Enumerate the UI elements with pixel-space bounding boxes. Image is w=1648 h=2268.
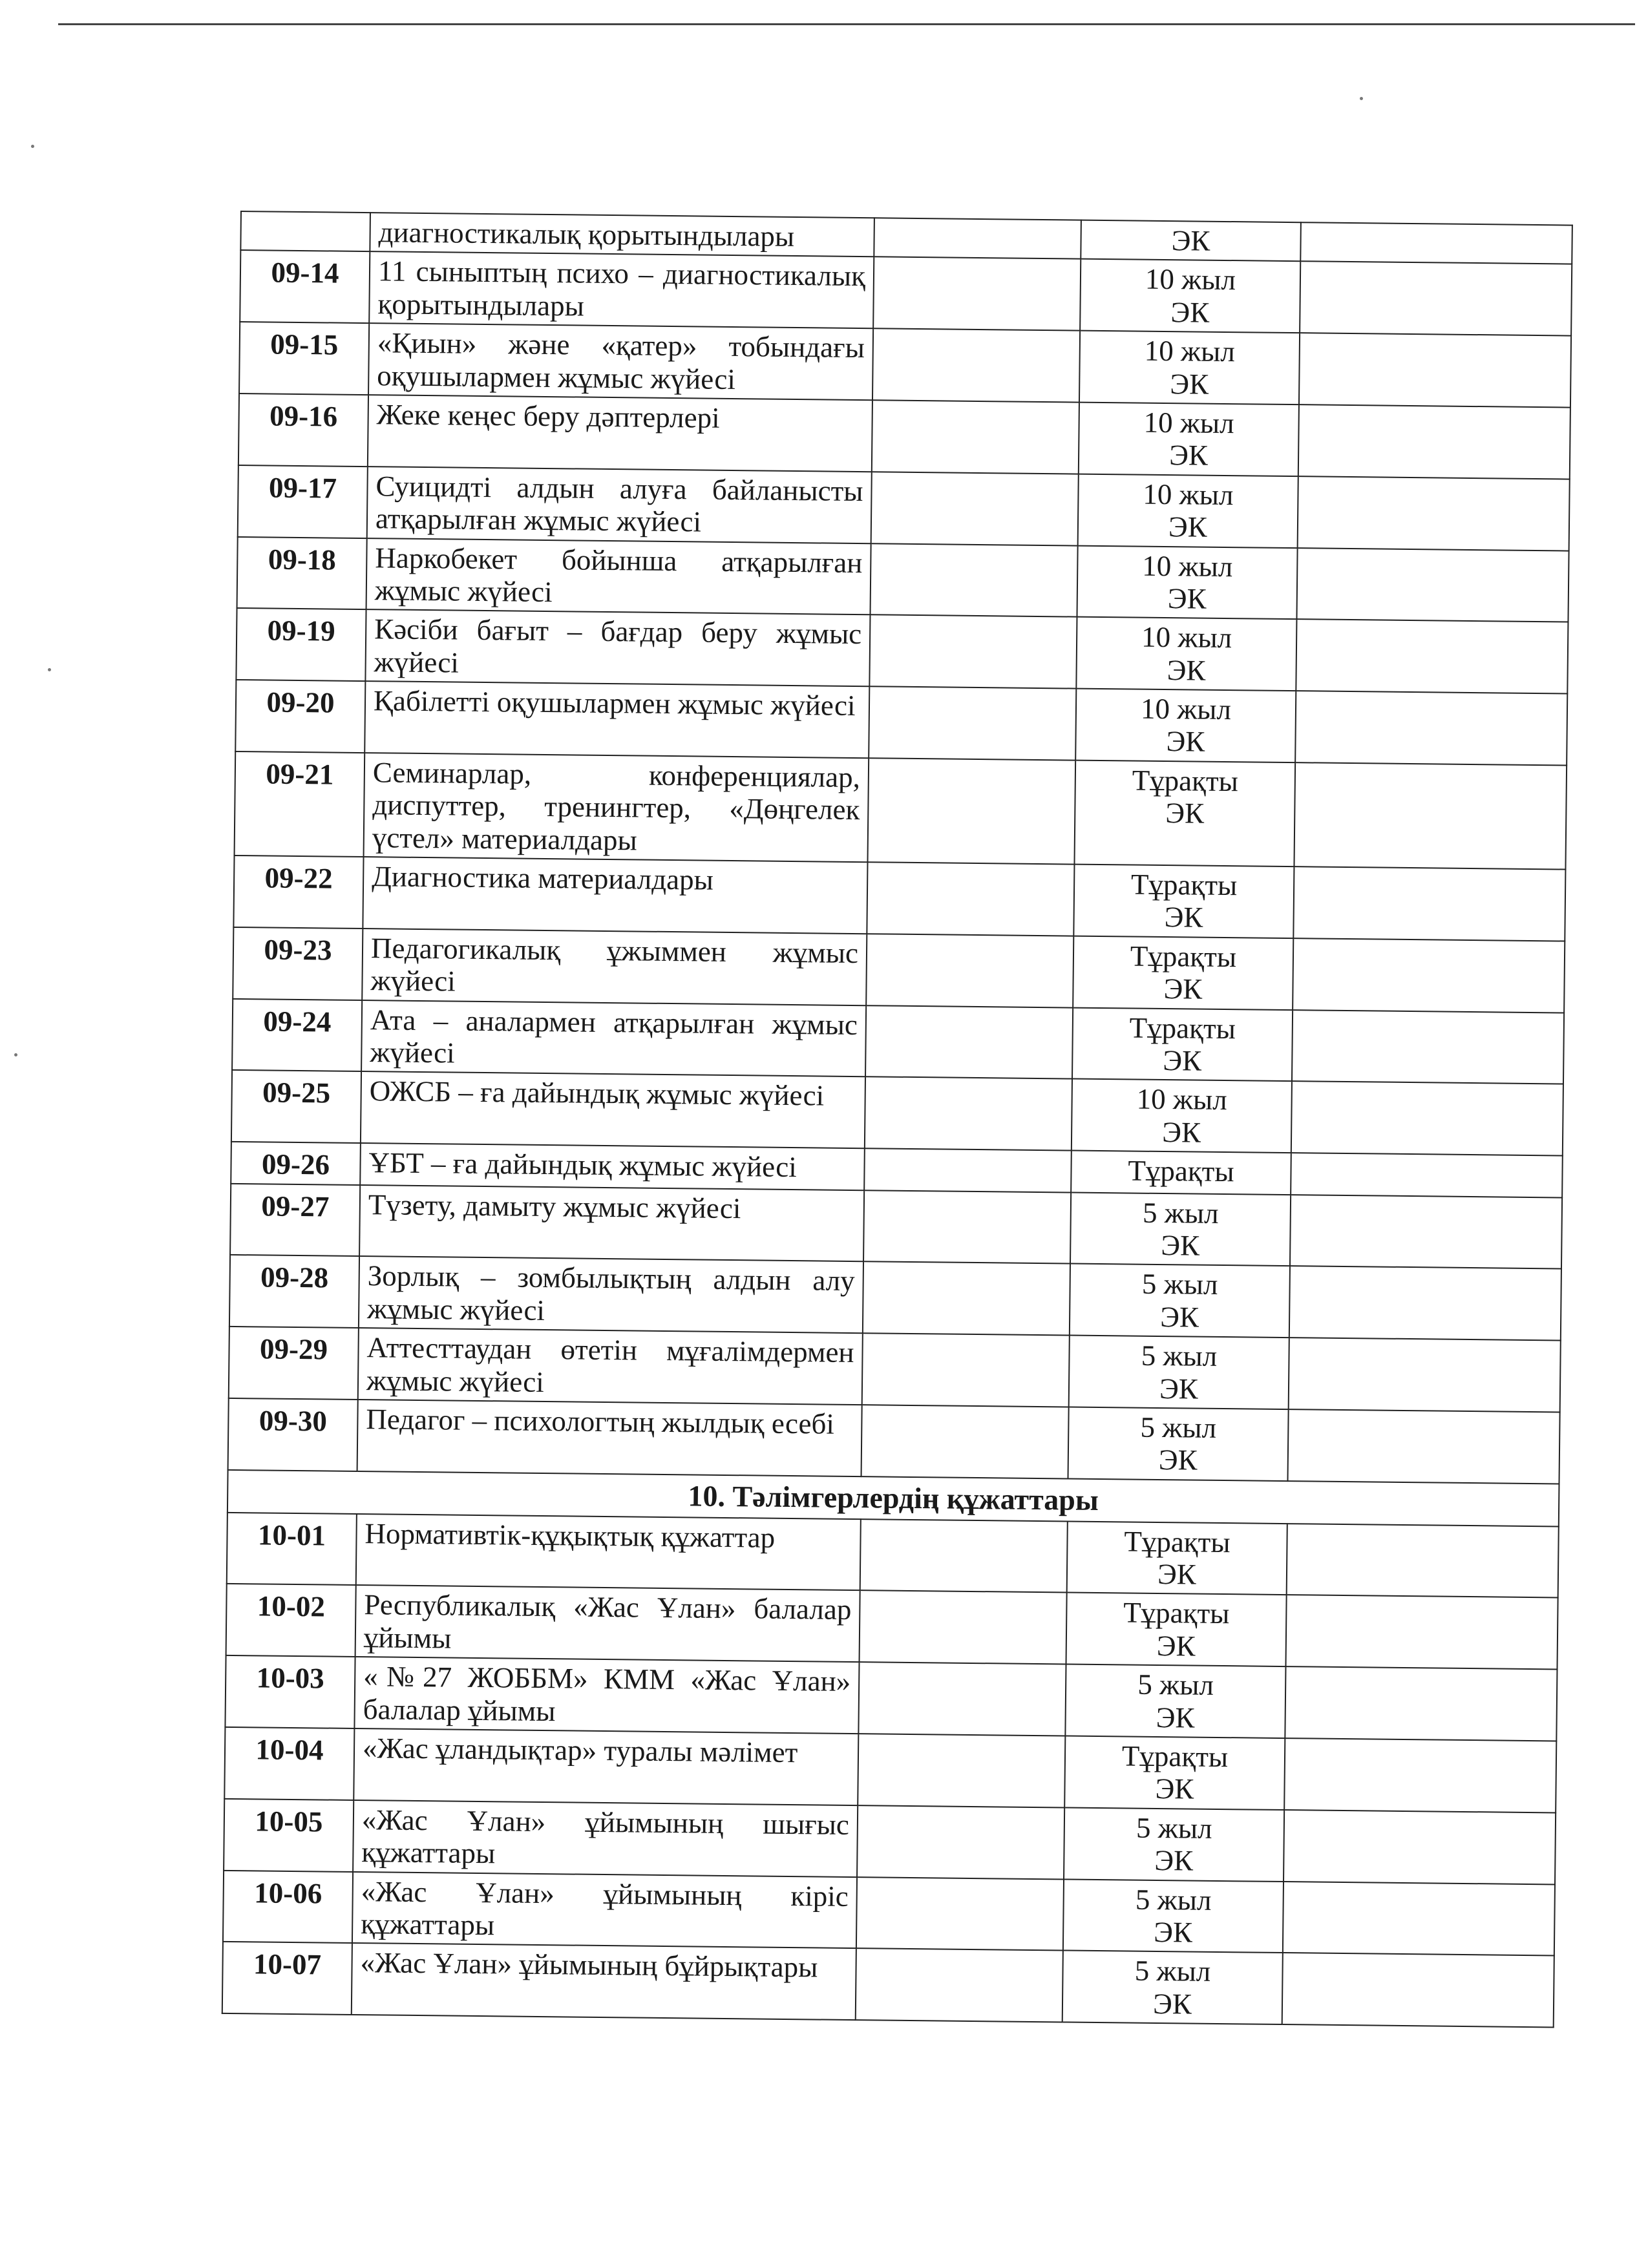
table-row [235, 751, 1567, 870]
row-empty-cell [862, 1333, 1070, 1407]
row-term [1064, 1807, 1284, 1881]
row-notes-cell [1287, 1524, 1559, 1598]
row-title: Қабілетті оқушылармен жұмыс жүйесі [364, 681, 869, 758]
row-term-line2: ЭК [1167, 653, 1206, 687]
row-term-line1: Тұрақты [1124, 1525, 1231, 1559]
row-empty-cell [861, 1405, 1069, 1478]
row-empty-cell [872, 328, 1080, 402]
row-empty-cell [872, 400, 1079, 474]
row-term-line2: ЭК [1165, 797, 1205, 830]
row-term [1079, 331, 1300, 404]
table-row [230, 1183, 1562, 1268]
row-code: 10-07 [222, 1942, 352, 2015]
row-term [1077, 545, 1297, 619]
row-term-line1: 10 жыл [1145, 263, 1236, 297]
row-term [1066, 1593, 1287, 1666]
row-term-line2: ЭК [1154, 1915, 1193, 1949]
row-notes-cell [1283, 1882, 1555, 1956]
table-row [227, 1513, 1559, 1598]
row-notes-cell [1293, 866, 1565, 941]
row-term-line2: ЭК [1162, 1115, 1201, 1149]
row-empty-cell [857, 1805, 1064, 1879]
row-term [1080, 259, 1300, 333]
row-code: 09-25 [231, 1070, 361, 1143]
row-empty-cell [856, 1948, 1063, 2022]
section-title: 10. Тәлімгерлердің құжаттары [227, 1470, 1559, 1527]
row-term [1064, 1736, 1285, 1810]
row-title: Аттесттаудан өтетін мұғалімдермен жұмыс жүйесі [358, 1328, 863, 1405]
row-term-line2: ЭК [1168, 439, 1209, 472]
records-table-body [222, 211, 1572, 2028]
row-term-line1: 10 жыл [1143, 406, 1234, 440]
row-notes-cell [1289, 1266, 1561, 1340]
row-term-line2: ЭК [1158, 1444, 1198, 1476]
row-term [1062, 1951, 1283, 2024]
row-notes-cell [1298, 476, 1570, 551]
row-notes-cell [1300, 262, 1572, 336]
row-code: 09-22 [233, 856, 363, 929]
row-term-line1: Тұрақты [1128, 1154, 1234, 1188]
row-notes-cell [1291, 1153, 1563, 1197]
row-notes-cell [1292, 1010, 1564, 1084]
row-title: Суицидті алдын алуға байланысты атқарылған жұмыс жүйесі [367, 467, 872, 543]
row-term-line1: 5 жыл [1141, 1268, 1218, 1301]
row-term-line1: Тұрақты [1121, 1739, 1229, 1774]
row-term [1072, 1007, 1293, 1081]
row-term-line2: ЭК [1160, 1300, 1199, 1334]
row-term-line1: 5 жыл [1137, 1668, 1214, 1702]
row-term-line2: ЭК [1156, 1701, 1195, 1734]
row-title: «№27 ЖОББМ» КММ «Жас Ұлан» балалар ұйымы [354, 1657, 859, 1734]
row-term-line2: ЭК [1164, 901, 1203, 934]
row-term-line1: 5 жыл [1141, 1339, 1218, 1373]
row-term-line1: 5 жыл [1140, 1411, 1217, 1444]
table-row [235, 680, 1567, 765]
row-term-line2: ЭК [1166, 725, 1205, 759]
row-title: Семинарлар, конференциялар, диспуттер, тренингтер, «Дөңгелек үстел» материалдары [364, 753, 869, 862]
row-term [1075, 689, 1296, 762]
row-title: «Жас Ұлан» ұйымының шығыс құжаттары [353, 1800, 858, 1877]
row-notes-cell [1289, 1338, 1561, 1412]
row-code: 09-20 [235, 680, 365, 753]
table-row [229, 1255, 1561, 1340]
row-code: 09-14 [240, 250, 370, 323]
row-term-line2: ЭК [1168, 510, 1208, 543]
row-empty-cell [858, 1662, 1066, 1736]
row-empty-cell [860, 1519, 1068, 1593]
row-code: 10-01 [227, 1513, 357, 1586]
row-title: «Жас ұландықтар» туралы мәлімет [354, 1728, 858, 1805]
row-notes-cell [1296, 548, 1569, 622]
row-term-line1: 5 жыл [1135, 1883, 1212, 1916]
row-empty-cell [865, 1005, 1073, 1079]
table-row [224, 1727, 1556, 1812]
row-term-line2: ЭК [1154, 1844, 1194, 1877]
row-empty-cell [863, 1190, 1071, 1264]
table-row [223, 1870, 1555, 1955]
row-empty-cell [867, 862, 1074, 936]
row-notes-cell [1299, 333, 1571, 407]
table-row [238, 394, 1570, 479]
row-title: Педагогикалық ұжыммен жұмыс жүйесі [362, 929, 867, 1005]
table-row [222, 1942, 1554, 2027]
row-term-line2: ЭК [1170, 367, 1209, 401]
row-title: Зорлық – зомбылықтың алдын алу жұмыс жүйесі [359, 1256, 863, 1333]
table-row [224, 1799, 1556, 1884]
row-code: 09-26 [231, 1142, 361, 1184]
row-notes-cell [1294, 762, 1567, 870]
row-term-line2: ЭК [1155, 1772, 1194, 1805]
row-term [1065, 1664, 1285, 1738]
row-term-line2: ЭК [1163, 972, 1203, 1005]
row-term [1078, 474, 1298, 547]
row-code: 10-06 [223, 1870, 353, 1943]
row-code: 09-15 [239, 322, 369, 395]
row-notes-cell [1285, 1666, 1557, 1741]
table-row [237, 536, 1569, 622]
row-term [1063, 1879, 1284, 1953]
row-term-line2: ЭК [1167, 582, 1207, 615]
row-term [1072, 1079, 1292, 1153]
row-empty-cell [869, 615, 1077, 689]
row-title: Ата – аналармен атқарылған жұмыс жүйесі [361, 1000, 866, 1077]
row-empty-cell [869, 686, 1076, 760]
row-term [1073, 936, 1293, 1009]
row-notes-cell [1293, 938, 1565, 1013]
row-title: ОЖСБ – ға дайындық жұмыс жүйесі [361, 1071, 865, 1148]
table-row [238, 465, 1570, 551]
row-title: Диагностика материалдары [363, 857, 867, 934]
row-title: «Жас Ұлан» ұйымының кіріс құжаттары [352, 1872, 857, 1949]
row-code [240, 211, 370, 251]
row-term-line2: ЭК [1163, 1044, 1202, 1077]
records-table [222, 211, 1573, 2028]
row-term [1071, 1151, 1291, 1195]
row-empty-cell [871, 543, 1078, 617]
row-title: Кәсіби бағыт – бағдар беру жұмыс жүйесі [365, 609, 870, 686]
table-row [231, 1070, 1563, 1155]
row-title: «Жас Ұлан» ұйымының бұйрықтары [352, 1943, 856, 2020]
row-term-line1: Тұрақты [1130, 868, 1238, 902]
row-empty-cell [866, 934, 1073, 1007]
row-term-line1: 10 жыл [1136, 1082, 1227, 1117]
row-notes-cell [1291, 1081, 1563, 1155]
row-term [1081, 220, 1301, 262]
row-empty-cell [860, 1591, 1067, 1664]
row-term [1076, 617, 1296, 691]
row-term-line2: ЭК [1161, 1228, 1200, 1262]
row-empty-cell [856, 1877, 1064, 1951]
row-title: Педагог – психологтың жылдық есебі [357, 1400, 862, 1476]
row-title: Нормативтік-құқықтық құжаттар [356, 1514, 861, 1591]
table-row [228, 1398, 1560, 1484]
row-empty-cell [864, 1148, 1072, 1192]
row-code: 09-16 [238, 394, 368, 467]
row-code: 09-30 [228, 1398, 358, 1471]
row-notes-cell [1296, 619, 1568, 693]
row-term-line1: 10 жыл [1143, 478, 1234, 511]
table-row [226, 1584, 1558, 1669]
row-empty-cell [874, 218, 1081, 259]
row-code: 09-29 [229, 1327, 359, 1400]
scan-speck [14, 1053, 17, 1056]
row-code: 09-21 [235, 751, 365, 857]
row-notes-cell [1284, 1738, 1556, 1812]
row-title: Республикалық «Жас Ұлан» балалар ұйымы [355, 1585, 860, 1662]
row-term-line1: 10 жыл [1140, 692, 1232, 726]
scan-top-edge-line [58, 23, 1635, 25]
row-notes-cell [1288, 1409, 1560, 1484]
row-term-line1: 5 жыл [1134, 1955, 1211, 1988]
row-term-line1: 10 жыл [1144, 334, 1236, 368]
row-code: 10-04 [224, 1727, 354, 1800]
row-term-line2: ЭК [1157, 1558, 1197, 1591]
row-title: Жеке кеңес беру дәптерлері [368, 395, 872, 472]
row-term-line2: ЭК [1170, 295, 1210, 329]
scan-speck [31, 145, 34, 148]
row-term-line2: ЭК [1152, 1987, 1192, 2021]
row-term-line1: Тұрақты [1129, 1011, 1236, 1045]
row-notes-cell [1282, 1953, 1554, 2027]
row-term-line2: ЭК [1156, 1629, 1196, 1663]
row-code: 09-27 [230, 1183, 360, 1256]
row-term-line1: Тұрақты [1130, 940, 1237, 974]
row-title: Түзету, дамыту жұмыс жүйесі [359, 1185, 864, 1262]
row-term-line2: ЭК [1159, 1372, 1199, 1405]
row-code: 09-18 [237, 536, 367, 609]
row-term [1079, 403, 1299, 476]
row-notes-cell [1295, 691, 1567, 765]
row-empty-cell [873, 257, 1081, 331]
row-empty-cell [863, 1262, 1070, 1336]
row-notes-cell [1300, 222, 1572, 264]
row-code: 09-17 [238, 465, 368, 538]
scan-speck [48, 668, 51, 671]
row-notes-cell [1290, 1195, 1562, 1269]
row-empty-cell [871, 472, 1079, 545]
row-code: 09-28 [229, 1255, 359, 1328]
row-notes-cell [1284, 1810, 1556, 1884]
row-term-line1: 5 жыл [1136, 1811, 1212, 1845]
row-title: «Қиын» және «қатер» тобындағы оқушылармен жұмыс жүйесі [368, 323, 873, 400]
row-term [1067, 1521, 1287, 1595]
row-code: 09-24 [232, 999, 362, 1072]
row-term-line1: Тұрақты [1123, 1596, 1230, 1630]
table-row [229, 1327, 1561, 1412]
row-title: диагностикалық қорытындылары [370, 213, 874, 257]
row-title: 11 сыныптың психо – диагностикалық қорытындылары [369, 251, 874, 328]
row-empty-cell [858, 1734, 1065, 1807]
row-term [1070, 1192, 1291, 1266]
row-term-line1: 10 жыл [1142, 549, 1233, 583]
row-code: 10-02 [226, 1584, 356, 1657]
row-term-line1: 10 жыл [1141, 620, 1232, 655]
row-term [1069, 1336, 1289, 1409]
row-code: 09-23 [233, 927, 363, 1000]
row-term [1073, 865, 1294, 938]
row-term-line1: 5 жыл [1142, 1196, 1219, 1230]
row-term-line1: Тұрақты [1132, 764, 1239, 798]
row-term-line2: ЭК [1171, 224, 1210, 257]
table-row [225, 1655, 1557, 1741]
row-term [1068, 1407, 1289, 1480]
row-code: 10-03 [225, 1655, 355, 1728]
row-empty-cell [867, 758, 1075, 865]
table-row [240, 250, 1572, 335]
row-term [1074, 760, 1295, 866]
row-title: Наркобекет бойынша атқарылған жұмыс жүйесі [366, 538, 871, 615]
row-notes-cell [1298, 404, 1570, 479]
row-code: 10-05 [224, 1799, 354, 1872]
scan-speck [1360, 97, 1363, 100]
table-row [232, 999, 1564, 1084]
table-row [233, 856, 1565, 941]
table-row [236, 608, 1568, 693]
row-title: ҰБТ – ға дайындық жұмыс жүйесі [360, 1143, 865, 1190]
row-code: 09-19 [236, 608, 366, 681]
row-term [1070, 1264, 1290, 1338]
table-row [239, 322, 1571, 407]
row-notes-cell [1285, 1595, 1558, 1670]
table-row [233, 927, 1565, 1013]
row-empty-cell [865, 1077, 1072, 1151]
